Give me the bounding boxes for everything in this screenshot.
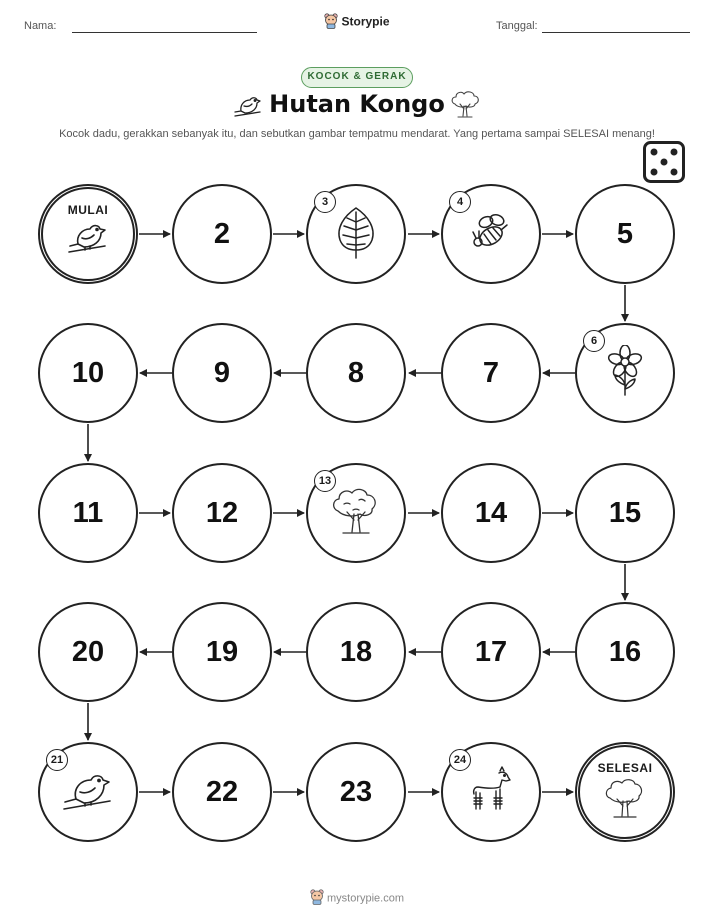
space-23[interactable] [306,742,406,842]
space-number-badge: 4 [449,191,471,213]
footer-site[interactable]: mystorypie.com [326,892,405,905]
space-12[interactable] [172,463,272,563]
space-14[interactable] [441,463,541,563]
space-9[interactable] [172,323,272,423]
space-number: 2 [213,217,231,250]
okapi-icon [466,765,516,820]
space-number: 10 [71,356,105,389]
space-number: 20 [71,635,105,668]
footer [0,889,714,908]
category-tag: KOCOK & GERAK [301,67,413,88]
finish-label: SELESAI [597,760,653,775]
brand-name: Storypie [341,14,390,29]
space-number: 8 [347,356,365,389]
space-number: 9 [213,356,231,389]
space-20[interactable] [38,602,138,702]
space-15[interactable] [575,463,675,563]
space-number: 14 [474,496,508,529]
space-10[interactable] [38,323,138,423]
space-number: 23 [339,775,373,808]
space-number-badge: 13 [314,470,336,492]
bee-icon [469,210,513,259]
space-number: 7 [482,356,500,389]
space-number: 11 [72,496,104,529]
space-number-badge: 6 [583,330,605,352]
space-number: 15 [608,496,642,529]
space-22[interactable] [172,742,272,842]
space-number: 22 [205,775,239,808]
space-number: 5 [616,217,634,250]
space-number: 12 [205,496,239,529]
space-number: 17 [474,635,508,668]
space-number-badge: 21 [46,749,68,771]
start-space[interactable] [38,184,138,284]
tree-icon [602,775,648,826]
page-title: Hutan Kongo [269,90,445,118]
space-number: 16 [608,635,642,668]
bird-icon [65,217,111,262]
mascot-icon [310,889,324,908]
space-7[interactable] [441,323,541,423]
instructions: Kocok dadu, gerakkan sebanyak itu, dan sebutkan gambar tempatmu mendarat. Yang pertama sampai SELESAI menang! [59,128,655,140]
flower-icon [603,345,647,402]
bird-icon [60,765,116,820]
finish-space[interactable] [575,742,675,842]
name-label: Nama: [24,20,57,32]
start-label: MULAI [67,202,109,217]
space-number: 19 [205,635,239,668]
space-18[interactable] [306,602,406,702]
space-number-badge: 3 [314,191,336,213]
space-8[interactable] [306,323,406,423]
date-label: Tanggal: [496,20,538,32]
space-number-badge: 24 [449,749,471,771]
space-2[interactable] [172,184,272,284]
space-number: 18 [339,635,373,668]
space-16[interactable] [575,602,675,702]
space-5[interactable] [575,184,675,284]
tree-icon [329,484,383,543]
space-19[interactable] [172,602,272,702]
leaf-icon [332,204,380,265]
space-11[interactable] [38,463,138,563]
space-17[interactable] [441,602,541,702]
